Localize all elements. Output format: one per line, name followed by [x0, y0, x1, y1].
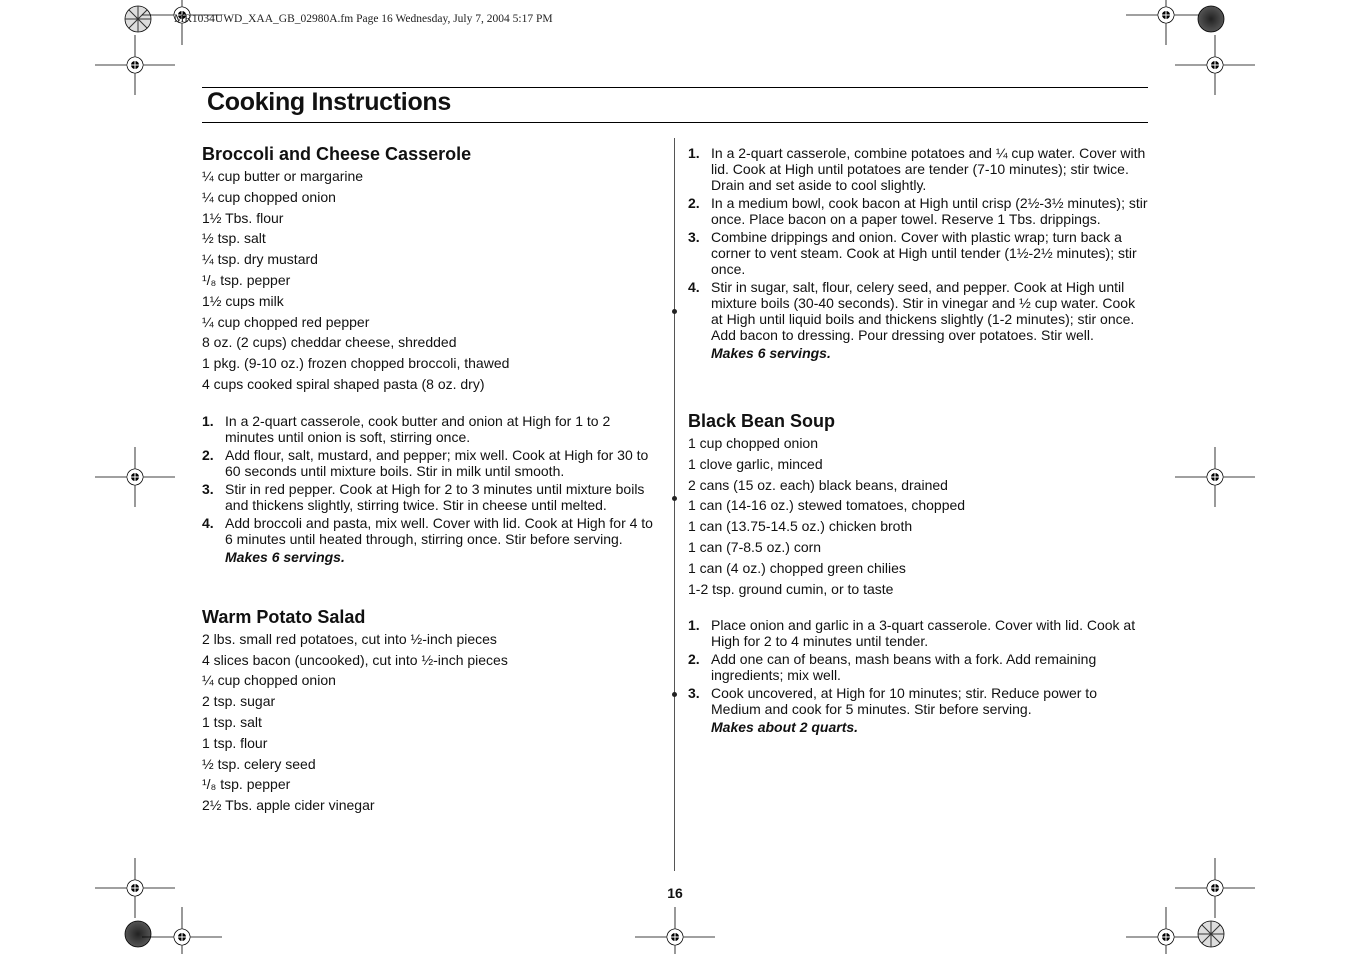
step-text: Add broccoli and pasta, mix well. Cover with lid. Cook at High for 4 to 6 minutes until heated through, stirring once. Stir before serving. — [225, 514, 653, 547]
ingredient-item: 2 lbs. small red potatoes, cut into ½-inch pieces — [202, 630, 497, 647]
step-text: Combine drippings and onion. Cover with plastic wrap; turn back a corner to vent steam. Cook at High until tender (1½-2½ minutes); stir once. — [711, 229, 1137, 277]
ingredient-item: 2½ Tbs. apple cider vinegar — [202, 797, 375, 814]
recipe-yield: Makes about 2 quarts. — [711, 719, 859, 736]
margin-bullet — [672, 692, 677, 697]
ingredient-item: 2 tsp. sugar — [202, 693, 276, 710]
step-item — [688, 617, 1148, 649]
step-item — [202, 515, 662, 547]
step-item — [688, 685, 1148, 717]
right-column — [688, 142, 1148, 735]
ingredient-item: 1 can (14-16 oz.) stewed tomatoes, chopped — [688, 497, 966, 514]
step-item — [202, 413, 662, 445]
ingredient-item: 1 can (7-8.5 oz.) corn — [688, 538, 822, 555]
step-number: 2. — [202, 446, 214, 463]
margin-bullet — [672, 309, 677, 314]
step-item — [688, 145, 1148, 193]
ingredient-item: 1 can (4 oz.) chopped green chilies — [688, 559, 906, 576]
ingredient-item: 1 cup chopped onion — [688, 435, 818, 451]
step-list — [202, 413, 662, 547]
ingredient-item: 4 cups cooked spiral shaped pasta (8 oz. dry) — [202, 375, 485, 392]
step-item — [202, 447, 662, 479]
left-column — [202, 142, 662, 816]
recipe-blackbean — [688, 409, 1148, 735]
step-text: Cook uncovered, at High for 10 minutes; stir. Reduce power to Medium and cook for 5 minutes. Stir before serving. — [711, 685, 1097, 718]
recipe-title: Black Bean Soup — [688, 411, 836, 431]
step-number: 1. — [202, 412, 214, 429]
step-item — [688, 195, 1148, 227]
ingredient-item: 2 cans (15 oz. each) black beans, drained — [688, 476, 948, 493]
margin-bullet — [672, 496, 677, 501]
step-number: 4. — [688, 279, 700, 295]
ingredient-item: ½ tsp. celery seed — [202, 755, 316, 772]
ingredient-item: 1 clove garlic, minced — [688, 455, 823, 472]
column-divider — [674, 138, 675, 871]
step-text: Place onion and garlic in a 3-quart casserole. Cover with lid. Cook at High for 2 to 4 minutes until tender. — [711, 617, 1136, 650]
recipe-yield: Makes 6 servings. — [225, 548, 345, 565]
step-number: 1. — [688, 617, 700, 634]
ingredient-item: 8 oz. (2 cups) cheddar cheese, shredded — [202, 334, 457, 351]
step-text: In a 2-quart casserole, cook butter and onion at High for 1 to 2 minutes until onion is soft, stirring once. — [225, 412, 611, 445]
step-number: 2. — [688, 651, 700, 668]
step-text: In a 2-quart casserole, combine potatoes and ¼ cup water. Cover with lid. Cook at High until potatoes are tender (7-10 minutes); stir twice. Drain and set aside to cool slightly. — [711, 145, 1146, 193]
ingredient-item: ½ tsp. salt — [202, 230, 266, 247]
ingredient-item: 1 can (13.75-14.5 oz.) chicken broth — [688, 518, 913, 535]
ingredient-item: ¼ cup chopped onion — [202, 672, 336, 689]
step-item — [688, 229, 1148, 277]
ingredient-list — [688, 433, 1148, 599]
step-item — [688, 651, 1148, 683]
recipe-potato — [202, 605, 662, 816]
ingredient-list — [202, 629, 662, 816]
ingredient-item: 1 tsp. salt — [202, 713, 262, 730]
step-item — [688, 279, 1148, 343]
ingredient-item: 1-2 tsp. ground cumin, or to taste — [688, 580, 894, 597]
recipe-yield: Makes 6 servings. — [711, 345, 831, 361]
ingredient-item: ¼ tsp. dry mustard — [202, 251, 318, 268]
page-title: Cooking Instructions — [207, 88, 452, 116]
step-list — [688, 617, 1148, 717]
ingredient-item: ¼ cup butter or margarine — [202, 168, 364, 184]
recipe-broccoli — [202, 142, 662, 565]
step-number: 4. — [202, 514, 214, 531]
ingredient-item: 1 pkg. (9-10 oz.) frozen chopped broccoli, thawed — [202, 355, 510, 372]
ingredient-item: ¼ cup chopped red pepper — [202, 313, 370, 330]
step-list — [688, 145, 1148, 343]
title-rule-bottom — [202, 122, 1148, 123]
ingredient-item: ¹/₈ tsp. pepper — [202, 271, 291, 288]
ingredient-item: 1½ cups milk — [202, 292, 284, 309]
ingredient-item: ¹/₈ tsp. pepper — [202, 776, 291, 793]
ingredient-item: 1½ Tbs. flour — [202, 209, 284, 226]
recipe-potato-steps — [688, 145, 1148, 361]
step-text: Stir in red pepper. Cook at High for 2 to 3 minutes until mixture boils and thickens slightly, stirring twice. Stir in cheese until melted. — [225, 480, 645, 513]
step-number: 2. — [688, 195, 700, 211]
file-header: MR1034UWD_XAA_GB_02980A.fm Page 16 Wednesday, July 7, 2004 5:17 PM — [174, 13, 553, 25]
ingredient-item: 4 slices bacon (uncooked), cut into ½-inch pieces — [202, 651, 508, 668]
recipe-title: Warm Potato Salad — [202, 606, 366, 627]
ingredient-list — [202, 166, 662, 395]
page-number: 16 — [667, 885, 683, 901]
recipe-title: Broccoli and Cheese Casserole — [202, 144, 472, 164]
ingredient-item: 1 tsp. flour — [202, 734, 268, 751]
step-text: Stir in sugar, salt, flour, celery seed, and pepper. Cook at High until mixture boils (30-40 seconds). Stir in vinegar and ½ cup water. Cook at High until liquid boils and thickens slightly (1-2 minutes); stir once. Add bacon to dressing. Pour dressing over potatoes. Stir well. — [711, 279, 1136, 343]
step-number: 3. — [202, 480, 214, 497]
step-text: Add one can of beans, mash beans with a fork. Add remaining ingredients; mix well. — [711, 651, 1097, 684]
step-item — [202, 481, 662, 513]
step-number: 3. — [688, 229, 700, 245]
step-text: In a medium bowl, cook bacon at High until crisp (2½-3½ minutes); stir once. Place bacon on a paper towel. Reserve 1 Tbs. drippings. — [711, 195, 1148, 227]
step-number: 1. — [688, 145, 700, 161]
ingredient-item: ¼ cup chopped onion — [202, 188, 336, 205]
step-text: Add flour, salt, mustard, and pepper; mix well. Cook at High for 30 to 60 seconds until mixture boils. Stir in milk until smooth. — [225, 446, 649, 479]
step-number: 3. — [688, 685, 700, 702]
